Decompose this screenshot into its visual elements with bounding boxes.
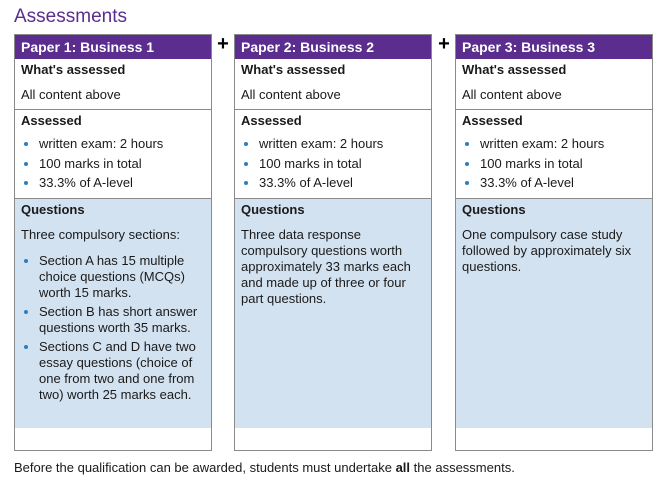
- questions-label: Questions: [462, 202, 526, 217]
- whats-assessed-label: What's assessed: [21, 62, 126, 77]
- assessed-label: Assessed: [21, 113, 82, 128]
- assessed-item: 33.3% of A-level: [241, 173, 425, 193]
- paper-3-whats-assessed: [456, 59, 652, 109]
- paper-1-card: [14, 34, 212, 451]
- assessed-item: written exam: 2 hours: [241, 134, 425, 154]
- whats-assessed-text: All content above: [462, 87, 562, 102]
- questions-item: Section B has short answer questions worth 35 marks.: [21, 304, 205, 336]
- plus-sign: +: [217, 33, 229, 55]
- paper-2-assessed: [235, 109, 431, 198]
- assessed-label: Assessed: [462, 113, 523, 128]
- footer-text-after: the assessments.: [410, 460, 515, 475]
- questions-label: Questions: [241, 202, 305, 217]
- footer-text-bold: all: [395, 460, 411, 475]
- paper-2-card: [234, 34, 432, 451]
- questions-intro: One compulsory case study followed by approximately six questions.: [462, 227, 632, 274]
- plus-sign: +: [438, 33, 450, 55]
- assessed-list: [241, 134, 425, 193]
- paper-3-title: Paper 3: Business 3: [456, 35, 652, 59]
- assessed-label: Assessed: [241, 113, 302, 128]
- questions-item: Sections C and D have two essay questions (choice of one from two and one from two) worth 25 marks each.: [21, 339, 205, 403]
- paper-2-title: Paper 2: Business 2: [235, 35, 431, 59]
- assessed-item: 33.3% of A-level: [21, 173, 205, 193]
- paper-1-questions: [15, 198, 211, 428]
- assessed-item: 33.3% of A-level: [462, 173, 646, 193]
- paper-1-assessed: [15, 109, 211, 198]
- paper-2-whats-assessed: [235, 59, 431, 109]
- footer-text-before: Before the qualification can be awarded, students must undertake: [14, 460, 396, 475]
- whats-assessed-text: All content above: [21, 87, 121, 102]
- whats-assessed-label: What's assessed: [241, 62, 346, 77]
- assessed-item: written exam: 2 hours: [462, 134, 646, 154]
- questions-intro: Three data response compulsory questions worth approximately 33 marks each and made up of three or four part questions.: [241, 227, 411, 306]
- paper-3-questions: [456, 198, 652, 428]
- questions-list: [21, 253, 205, 403]
- questions-item: Section A has 15 multiple choice questions (MCQs) worth 15 marks.: [21, 253, 205, 301]
- assessed-item: 100 marks in total: [21, 154, 205, 174]
- questions-intro: Three compulsory sections:: [21, 227, 180, 242]
- page-title: Assessments: [14, 6, 127, 27]
- footer-note: [14, 460, 515, 475]
- paper-1-whats-assessed: [15, 59, 211, 109]
- paper-2-questions: [235, 198, 431, 428]
- paper-3-assessed: [456, 109, 652, 198]
- paper-1-title: Paper 1: Business 1: [15, 35, 211, 59]
- assessed-list: [21, 134, 205, 193]
- paper-3-card: [455, 34, 653, 451]
- assessed-item: 100 marks in total: [462, 154, 646, 174]
- whats-assessed-label: What's assessed: [462, 62, 567, 77]
- whats-assessed-text: All content above: [241, 87, 341, 102]
- assessed-item: 100 marks in total: [241, 154, 425, 174]
- questions-label: Questions: [21, 202, 85, 217]
- assessed-list: [462, 134, 646, 193]
- assessed-item: written exam: 2 hours: [21, 134, 205, 154]
